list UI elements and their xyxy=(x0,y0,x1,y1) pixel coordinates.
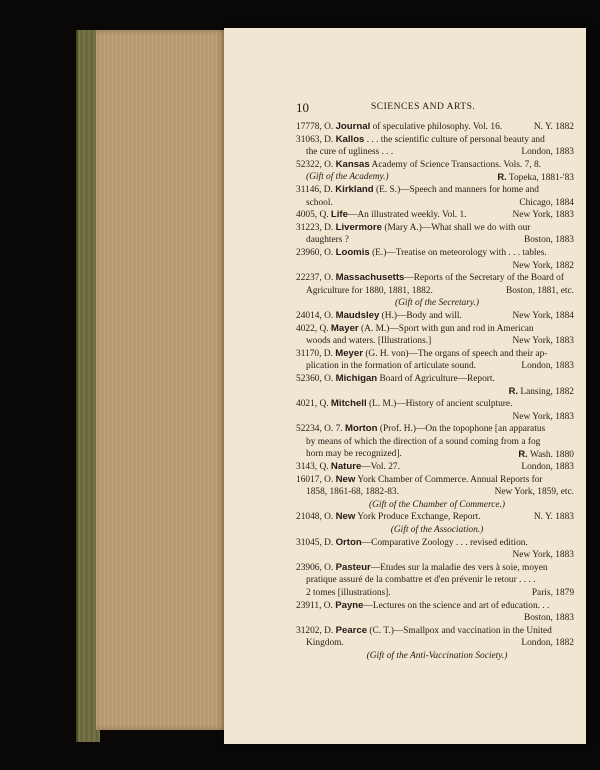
catalog-line-text xyxy=(296,562,548,575)
entry-keyword: Morton xyxy=(344,423,378,435)
imprint xyxy=(534,121,574,134)
entry-description: —Comparative Zoology . . . revised edition. xyxy=(361,537,528,548)
place-and-year: London, 1883 xyxy=(521,361,574,372)
catalog-line xyxy=(296,323,578,336)
call-number: 4005, Q. xyxy=(296,210,331,221)
entry-keyword: Livermore xyxy=(335,221,382,233)
call-number: 21048, O. xyxy=(296,512,336,523)
catalog-line-text xyxy=(306,637,344,650)
entry-description: (E.)—Treatise on meteorology with . . . tables. xyxy=(369,247,547,258)
call-number: by means of which the direction of a sound coming from a fog xyxy=(306,436,541,447)
entry-keyword: Meyer xyxy=(335,347,363,359)
imprint xyxy=(495,486,574,499)
place-and-year: Lansing, 1882 xyxy=(520,387,574,398)
entry-description: Academy of Science Transactions. Vols. 7, 8. xyxy=(369,159,541,170)
gift-note: (Gift of the Academy.) xyxy=(306,172,389,183)
imprint xyxy=(513,549,574,562)
catalog-line-text xyxy=(306,197,333,210)
catalog-line xyxy=(296,448,578,461)
entry-description: (E. S.)—Speech and manners for home and xyxy=(373,184,539,195)
entry-description: —An illustrated weekly. Vol. 1. xyxy=(347,210,467,221)
catalog-line-text xyxy=(296,537,528,550)
catalog-line xyxy=(296,146,578,159)
catalog-line-text xyxy=(296,222,530,235)
place-and-year: New York, 1882 xyxy=(512,260,574,271)
catalog-line-text xyxy=(296,398,512,411)
catalog-line-text xyxy=(306,335,431,348)
call-number: woods and waters. [Illustrations.] xyxy=(306,336,432,347)
place-and-year: N. Y. 1883 xyxy=(533,512,574,523)
entry-keyword: Kallos xyxy=(335,133,365,145)
catalog-line xyxy=(296,612,578,625)
catalog-line xyxy=(296,574,578,587)
catalog-line xyxy=(296,587,578,600)
place-and-year: London, 1883 xyxy=(521,462,574,473)
call-number: 31045, D. xyxy=(296,537,336,548)
catalog-line xyxy=(296,650,578,663)
imprint xyxy=(506,285,574,298)
catalog-line xyxy=(296,411,578,424)
catalog-line-text xyxy=(296,499,578,512)
gift-note: (Gift of the Association.) xyxy=(390,525,484,535)
catalog-line xyxy=(296,209,578,222)
entry-description: Board of Agriculture—Report. xyxy=(377,373,495,384)
call-number: 31170, D. xyxy=(296,348,336,359)
call-number: daughters ? xyxy=(306,235,349,246)
place-and-year: New York, 1883 xyxy=(512,411,574,422)
imprint xyxy=(521,461,574,474)
entry-description: York Chamber of Commerce. Annual Reports for xyxy=(355,474,543,485)
place-and-year: New York, 1859, etc. xyxy=(494,487,574,498)
entry-keyword: Massachusetts xyxy=(335,272,405,284)
place-and-year: New York, 1883 xyxy=(512,550,574,561)
call-number: 22237, O. xyxy=(296,273,336,284)
entry-description: (L. M.)—History of ancient sculpture. xyxy=(366,399,513,410)
catalog-line xyxy=(296,360,578,373)
place-and-year: Paris, 1879 xyxy=(531,587,574,598)
catalog-line xyxy=(296,159,578,172)
imprint xyxy=(513,209,574,222)
gift-note: (Gift of the Anti-Vaccination Society.) xyxy=(366,650,508,661)
catalog-line-text xyxy=(296,373,495,386)
catalog-line xyxy=(296,234,578,247)
place-and-year: Topeka, 1881-'83 xyxy=(508,173,574,184)
call-number: 31202, D. xyxy=(296,625,336,636)
catalog-line-text xyxy=(296,524,578,537)
catalog-line-text xyxy=(296,272,564,285)
imprint xyxy=(534,511,574,524)
entry-description: (C. T.)—Smallpox and vaccination in the United xyxy=(367,625,552,636)
entry-description: —Lectures on the science and art of education. . . xyxy=(363,600,550,611)
catalog-line xyxy=(296,247,578,260)
catalog-line xyxy=(296,537,578,550)
catalog-line xyxy=(296,625,578,638)
imprint xyxy=(513,260,574,273)
call-number: 52360, O. xyxy=(296,373,336,384)
place-and-year: Boston, 1881, etc. xyxy=(506,285,574,296)
entry-keyword: Pasteur xyxy=(335,561,371,573)
catalog-line xyxy=(296,335,578,348)
catalog-line-text xyxy=(306,448,402,461)
entry-description: (H.)—Body and will. xyxy=(379,310,462,321)
catalog-line-text xyxy=(296,423,545,436)
catalog-line xyxy=(296,222,578,235)
call-number: 23906, O. xyxy=(296,562,336,573)
place-and-year: London, 1883 xyxy=(521,147,574,158)
call-number: Agriculture for 1880, 1881, 1882. xyxy=(306,285,433,296)
catalog-line xyxy=(296,486,578,499)
place-and-year: N. Y. 1882 xyxy=(533,122,574,132)
entry-keyword: Loomis xyxy=(335,246,370,258)
entry-keyword: New xyxy=(335,473,356,485)
catalog-line xyxy=(296,511,578,524)
entry-description: —Vol. 27. xyxy=(361,462,400,473)
call-number: 2 tomes [illustrations]. xyxy=(306,587,391,598)
call-number: 4022, Q. xyxy=(296,323,331,334)
catalog-line xyxy=(296,348,578,361)
call-number: 52234, O. 7. xyxy=(296,424,345,435)
catalog-line xyxy=(296,310,578,323)
catalog-line xyxy=(296,549,578,562)
call-number: 31146, D. xyxy=(296,184,336,195)
catalog-line xyxy=(296,272,578,285)
catalog-line-text xyxy=(306,574,535,587)
imprint xyxy=(513,310,574,323)
catalog-line-text xyxy=(306,587,391,600)
call-number: 31223, D. xyxy=(296,222,336,233)
catalog-entries xyxy=(296,121,578,663)
imprint xyxy=(519,197,574,210)
catalog-line-text xyxy=(296,209,467,222)
catalog-line-text xyxy=(296,600,549,613)
entry-keyword: Journal xyxy=(335,121,371,132)
imprint xyxy=(521,637,574,650)
page-header xyxy=(296,100,586,114)
place-and-year: Boston, 1883 xyxy=(523,235,574,246)
entry-keyword: Kansas xyxy=(335,158,370,170)
catalog-line-text xyxy=(296,474,543,487)
call-number: 16017, O. xyxy=(296,474,336,485)
call-number: 17778, O. xyxy=(296,122,336,132)
call-number: pratique assuré de la combattre et d'en prévenir le retour . . . . xyxy=(306,575,536,586)
catalog-line xyxy=(296,171,578,184)
reference-mark: R. xyxy=(518,448,528,460)
entry-description: (G. H. von)—The organs of speech and their ap- xyxy=(362,348,548,359)
catalog-line xyxy=(296,398,578,411)
catalog-line-text xyxy=(296,184,539,197)
catalog-line xyxy=(296,600,578,613)
entry-description: York Produce Exchange, Report. xyxy=(355,512,481,523)
call-number: 24014, O. xyxy=(296,310,336,321)
catalog-line-text xyxy=(306,234,349,247)
place-and-year: New York, 1883 xyxy=(512,210,574,221)
entry-keyword: Life xyxy=(330,209,348,221)
catalog-line-text xyxy=(306,285,433,298)
imprint xyxy=(532,587,574,600)
catalog-line-text xyxy=(306,146,393,159)
catalog-line-text xyxy=(296,511,481,524)
call-number: horn may be recognized]. xyxy=(306,449,402,460)
call-number: 23960, O. xyxy=(296,247,336,258)
call-number: 52322, O. xyxy=(296,159,336,170)
entry-description: (Mary A.)—What shall we do with our xyxy=(381,222,531,233)
catalog-line-text xyxy=(296,121,502,134)
catalog-line-text xyxy=(306,436,540,449)
imprint xyxy=(513,335,574,348)
entry-keyword: Mitchell xyxy=(330,398,367,410)
catalog-line-text xyxy=(296,297,578,310)
catalog-line-text xyxy=(296,159,541,172)
call-number: 4021, Q. xyxy=(296,399,331,410)
catalog-line xyxy=(296,461,578,474)
catalog-line xyxy=(296,121,578,134)
gift-note: (Gift of the Chamber of Commerce.) xyxy=(368,499,506,510)
imprint xyxy=(513,411,574,424)
entry-description: —Etudes sur la maladie des vers à soie, moyen xyxy=(370,562,548,573)
catalog-line-text xyxy=(296,348,547,361)
imprint xyxy=(521,146,574,159)
catalog-line-text xyxy=(306,486,399,499)
place-and-year: Wash. 1880 xyxy=(529,450,574,461)
catalog-line-text xyxy=(296,323,534,336)
call-number: 31063, D. xyxy=(296,134,336,145)
catalog-line-text xyxy=(296,247,547,260)
gift-note: (Gift of the Secretary.) xyxy=(394,298,479,309)
call-number: 1858, 1861-68, 1882-83. xyxy=(306,487,399,498)
entry-keyword: Pearce xyxy=(335,624,368,636)
call-number: 23911, O. xyxy=(296,600,336,611)
catalog-line xyxy=(296,373,578,386)
place-and-year: New York, 1883 xyxy=(512,336,574,347)
entry-keyword: Maudsley xyxy=(335,309,380,321)
catalog-line-text xyxy=(296,625,552,638)
call-number: 3143, Q. xyxy=(296,462,331,473)
catalog-line-text xyxy=(296,461,400,474)
page-number: 10 xyxy=(296,100,309,115)
entry-description: (Prof. H.)—On the topophone [an apparatus xyxy=(377,424,546,435)
catalog-line-text xyxy=(296,650,578,663)
catalog-line xyxy=(296,260,578,273)
imprint xyxy=(509,385,574,399)
catalog-line-text xyxy=(306,171,389,184)
imprint xyxy=(524,612,574,625)
place-and-year: Boston, 1883 xyxy=(523,613,574,624)
entry-description: —Reports of the Secretary of the Board of xyxy=(404,273,564,284)
entry-description: of speculative philosophy. Vol. 16. xyxy=(370,122,503,132)
running-title: SCIENCES AND ARTS. xyxy=(371,102,476,112)
entry-description: . . . the scientific culture of personal beauty and xyxy=(364,134,545,145)
imprint xyxy=(524,234,574,247)
catalog-line xyxy=(296,184,578,197)
entry-keyword: Nature xyxy=(330,461,362,473)
catalog-line xyxy=(296,474,578,487)
reference-mark: R. xyxy=(497,171,507,183)
call-number: the cure of ugliness . . . xyxy=(306,147,394,158)
catalog-line xyxy=(296,297,578,310)
place-and-year: Chicago, 1884 xyxy=(519,197,574,208)
catalog-line xyxy=(296,637,578,650)
catalog-line xyxy=(296,524,578,537)
catalog-line xyxy=(296,499,578,512)
entry-keyword: Mayer xyxy=(330,322,359,334)
place-and-year: London, 1882 xyxy=(521,638,574,649)
catalog-line-text xyxy=(306,360,476,373)
imprint xyxy=(521,360,574,373)
entry-description: (A. M.)—Sport with gun and rod in American xyxy=(358,323,534,334)
place-and-year: New York, 1884 xyxy=(512,310,574,321)
imprint xyxy=(518,448,574,462)
entry-keyword: New xyxy=(335,511,356,523)
catalog-line xyxy=(296,436,578,449)
catalog-line xyxy=(296,423,578,436)
catalog-line xyxy=(296,134,578,147)
catalog-line xyxy=(296,385,578,398)
call-number: school. xyxy=(306,197,333,208)
catalog-line-text xyxy=(296,134,545,147)
catalog-line-text xyxy=(296,310,462,323)
call-number: plication in the formation of articulate sound. xyxy=(306,361,477,372)
entry-keyword: Kirkland xyxy=(335,183,374,195)
reference-mark: R. xyxy=(508,385,518,397)
catalog-line xyxy=(296,562,578,575)
entry-keyword: Orton xyxy=(335,536,362,548)
page-block-edge xyxy=(96,30,226,730)
catalog-line xyxy=(296,285,578,298)
catalog-line xyxy=(296,197,578,210)
entry-keyword: Michigan xyxy=(335,372,378,384)
entry-keyword: Payne xyxy=(335,599,364,611)
imprint xyxy=(497,171,574,185)
call-number: Kingdom. xyxy=(306,638,344,649)
